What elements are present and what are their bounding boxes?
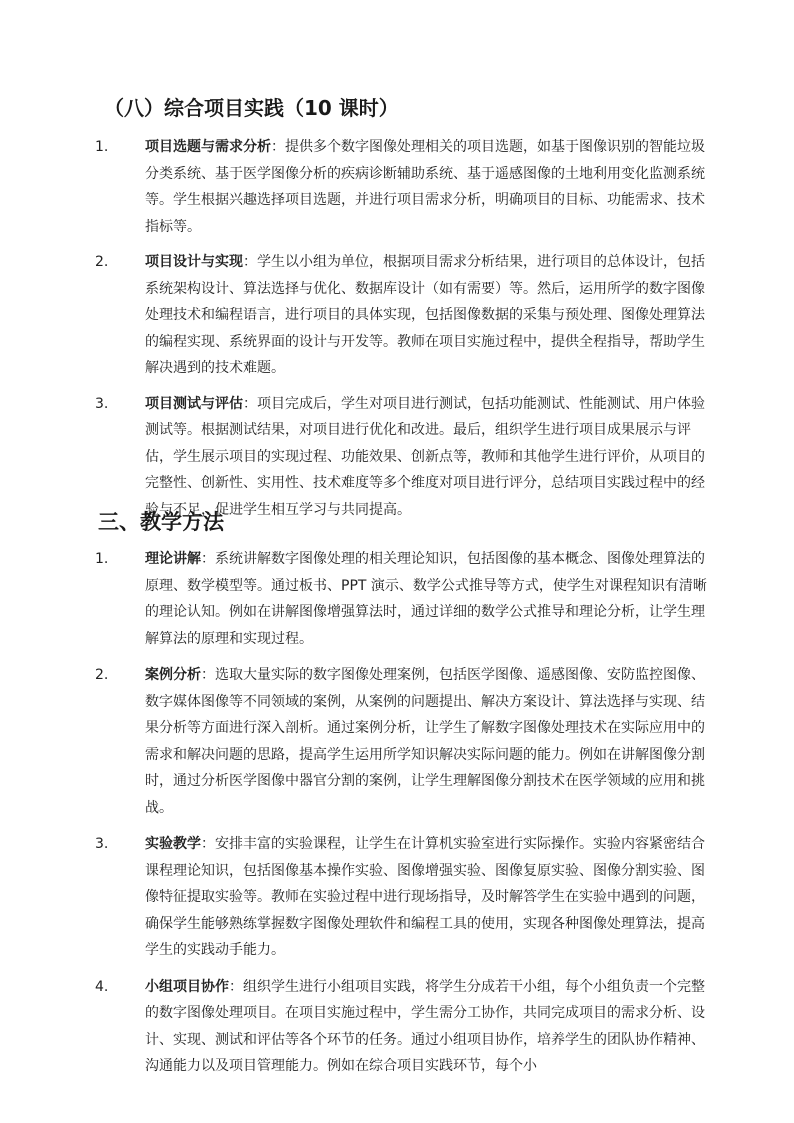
item-text: 选取大量实际的数字图像处理案例，包括医学图像、遥感图像、安防监控图像、数字媒体图像等不同领域的案例，从案例的问题提出、解决方案设计、算法选择与实现、结果分析等方面进行深入剖析。通过案例分析，让学生了解数字图像处理技术在实际应用中的需求和解决问题的思路，提高学生运用所学知识解决实际问题的能力。例如在讲解图像分割时，通过分析医学图像中器官分割的案例，让学生理解图像分割技术在医学领域的应用和挑战。 [145,667,705,816]
list-number: 3. [95,395,109,412]
list-number: 2. [95,254,109,270]
list-number: 2. [95,667,109,683]
item-separator: ： [201,667,215,683]
list-item [95,831,715,964]
item-separator: ： [243,254,257,270]
list-number: 3. [95,836,109,852]
item-term: 项目选题与需求分析 [145,139,271,155]
item-separator: ： [243,395,257,412]
list-item [95,546,715,652]
item-separator: ： [229,978,243,995]
section-heading-teaching-methods: 三、教学方法 [98,510,224,534]
list-item [95,249,715,382]
list-item [95,974,715,1080]
item-term: 案例分析 [145,667,201,683]
item-term: 理论讲解 [145,551,201,567]
item-term: 小组项目协作 [145,978,229,995]
list-number: 1. [95,139,109,155]
list-item [95,134,715,240]
list-number: 1. [95,551,109,567]
item-text: 提供多个数字图像处理相关的项目选题，如基于图像识别的智能垃圾分类系统、基于医学图像分析的疾病诊断辅助系统、基于遥感图像的土地利用变化监测系统等。学生根据兴趣选择项目选题，并进行项目需求分析，明确项目的目标、功能需求、技术指标等。 [145,139,705,235]
item-text: 项目完成后，学生对项目进行测试，包括功能测试、性能测试、用户体验测试等。根据测试结果，对项目进行优化和改进。最后，组织学生进行项目成果展示与评估，学生展示项目的实现过程、功能效果、创新点等，教师和其他学生进行评价，从项目的完整性、创新性、实用性、技术难度等多个维度对项目进行评分，总结项目实践过程中的经验与不足，促进学生相互学习与共同提高。 [145,395,705,518]
item-separator: ： [201,551,215,567]
item-term: 实验教学 [145,836,201,852]
item-separator: ： [201,836,215,852]
section-heading-comprehensive-project: （八）综合项目实践（10 课时） [104,96,399,120]
project-practice-list [95,134,715,532]
list-item [95,391,715,524]
item-term: 项目设计与实现 [145,254,243,270]
item-text: 系统讲解数字图像处理的相关理论知识，包括图像的基本概念、图像处理算法的原理、数学模型等。通过板书、PPT 演示、数学公式推导等方式，使学生对课程知识有清晰的理论认知。例如在讲解图像增强算法时，通过详细的数学公式推导和理论分析，让学生理解算法的原理和实现过程。 [145,551,707,647]
item-text: 组织学生进行小组项目实践，将学生分成若干小组，每个小组负责一个完整的数字图像处理项目。在项目实施过程中，学生需分工协作，共同完成项目的需求分析、设计、实现、测试和评估等各个环节的任务。通过小组项目协作，培养学生的团队协作精神、沟通能力以及项目管理能力。例如在综合项目实践环节，每个小 [145,978,705,1074]
item-separator: ： [271,139,285,155]
item-text: 安排丰富的实验课程，让学生在计算机实验室进行实际操作。实验内容紧密结合课程理论知识，包括图像基本操作实验、图像增强实验、图像复原实验、图像分割实验、图像特征提取实验等。教师在实验过程中进行现场指导，及时解答学生在实验中遇到的问题，确保学生能够熟练掌握数字图像处理软件和编程工具的使用，实现各种图像处理算法，提高学生的实践动手能力。 [145,836,705,958]
teaching-methods-list [95,546,715,1090]
list-number: 4. [95,978,109,995]
list-item [95,662,715,821]
item-term: 项目测试与评估 [145,395,243,412]
item-text: 学生以小组为单位，根据项目需求分析结果，进行项目的总体设计，包括系统架构设计、算法选择与优化、数据库设计（如有需要）等。然后，运用所学的数字图像处理技术和编程语言，进行项目的具体实现，包括图像数据的采集与预处理、图像处理算法的编程实现、系统界面的设计与开发等。教师在项目实施过程中，提供全程指导，帮助学生解决遇到的技术难题。 [145,254,705,376]
